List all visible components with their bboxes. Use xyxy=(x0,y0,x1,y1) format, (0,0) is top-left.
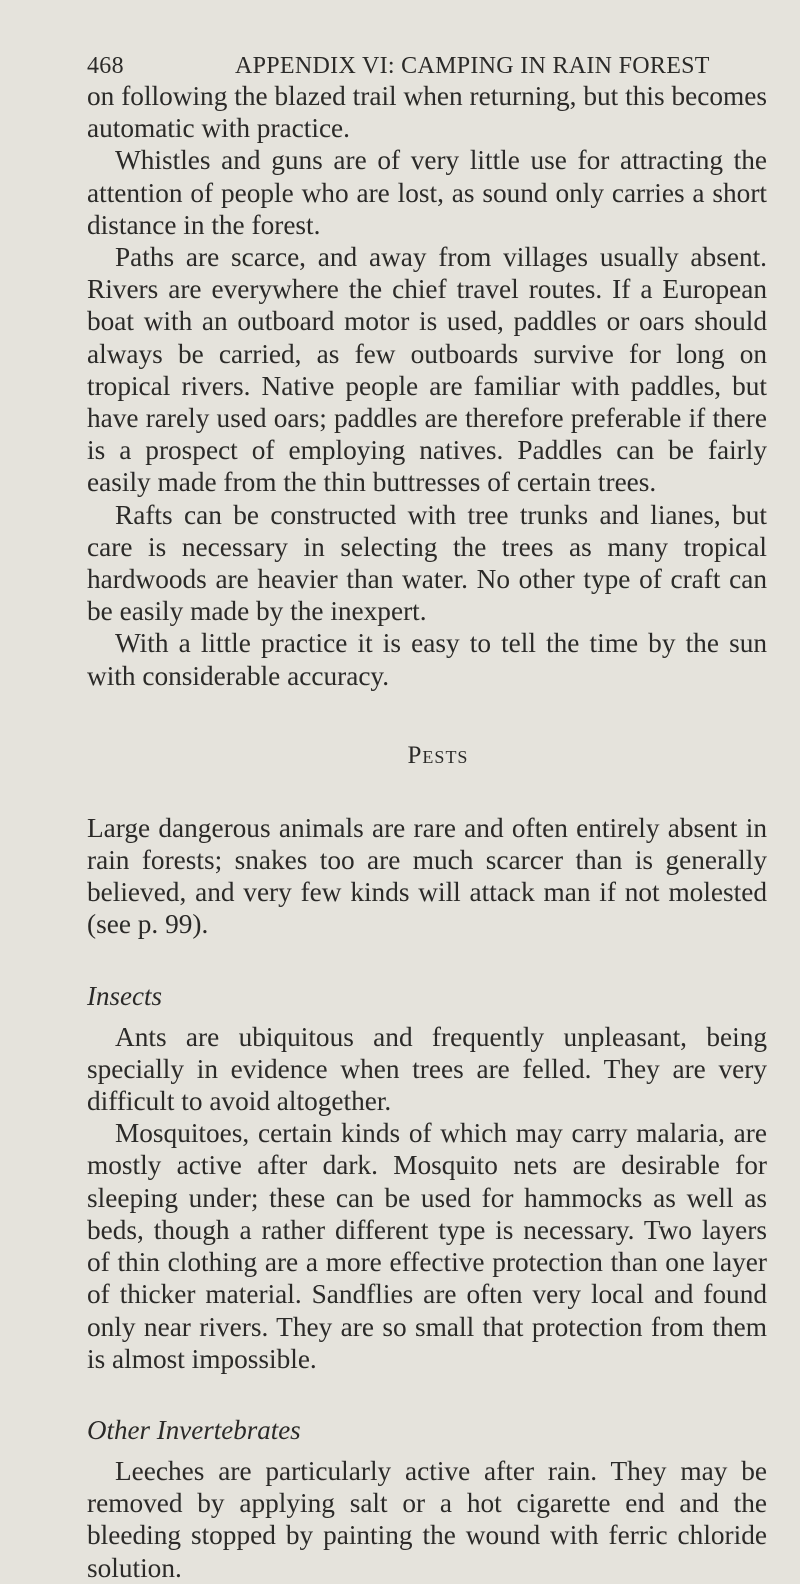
paragraph: Rafts can be constructed with tree trunks and lianes, but care is necessary in selecting the trees as many tropical hardwoods are heavier than water. No other type of craft can be easily made by the inexpert. xyxy=(87,499,767,627)
page-header xyxy=(87,48,767,84)
paragraph: With a little practice it is easy to tell the time by the sun with considerable accuracy. xyxy=(87,628,767,691)
subsection-heading-insects: Insects xyxy=(87,980,162,1011)
paragraph: on following the blazed trail when returning, but this becomes automatic with practice. xyxy=(87,81,767,144)
paragraph: Leeches are particularly active after rain. They may be removed by applying salt or a hot cigarette end and the bleeding stopped by painting the wound with ferric chloride solution. xyxy=(87,1455,767,1583)
paragraph: Ants are ubiquitous and frequently unpleasant, being specially in evidence when trees are felled. They are very difficult to avoid altogether. xyxy=(87,1021,767,1117)
body-text xyxy=(87,80,767,1584)
subsection-heading-other-invertebrates: Other Invertebrates xyxy=(87,1414,301,1445)
paragraph: Whistles and guns are of very little use for attracting the attention of people who are lost, as sound only carries a short distance in the forest. xyxy=(87,145,767,240)
paragraph: Paths are scarce, and away from villages usually absent. Rivers are everywhere the chief travel routes. If a European boat with an outboard motor is used, paddles or oars should always be carried, as few outboards survive for long on tropical rivers. Native people are familiar with paddles, but have rarely used oars; paddles are therefore preferable if there is a prospect of employing natives. Paddles can be fairly easily made from the thin buttresses of certain trees. xyxy=(87,242,767,498)
paragraph: Mosquitoes, certain kinds of which may carry malaria, are mostly active after dark. Mosquito nets are desirable for sleeping under; these can be used for hammocks as well as beds, though a rather different type is necessary. Two layers of thin clothing are a more effective protection than one layer of thicker material. Sandflies are often very local and found only near rivers. They are so small that protection from them is almost impossible. xyxy=(87,1118,767,1374)
page-number: 468 xyxy=(87,53,124,79)
running-title: APPENDIX VI: CAMPING IN RAIN FOREST xyxy=(235,53,710,79)
section-heading-pests: Pests xyxy=(407,741,469,769)
paragraph: Large dangerous animals are rare and often entirely absent in rain forests; snakes too are much scarcer than is generally believed, and very few kinds will attack man if not molested (see p. 99). xyxy=(87,812,767,940)
